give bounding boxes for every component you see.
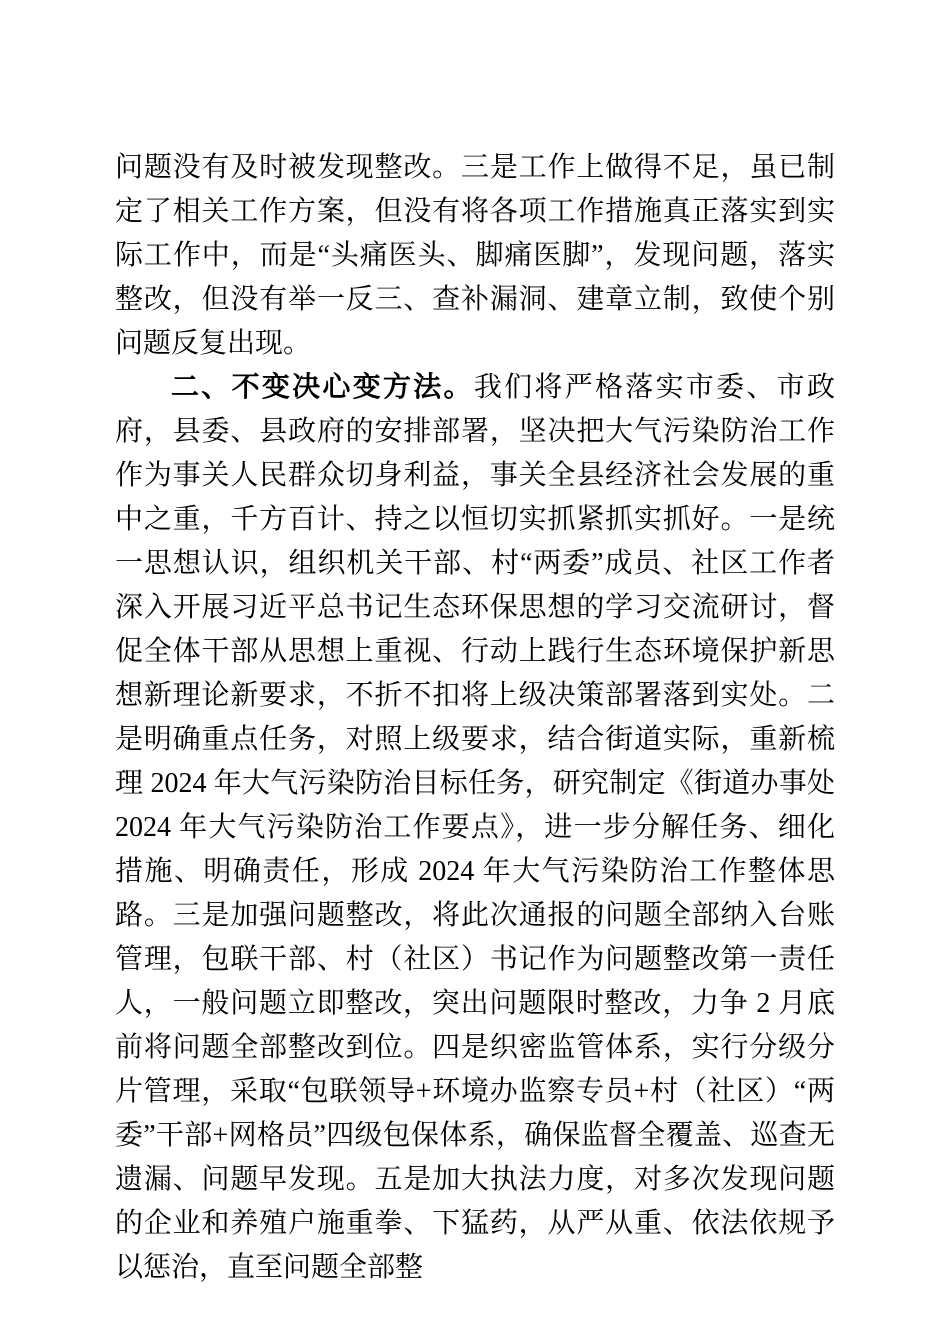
document-body: [115, 146, 835, 1290]
paragraph-section-two: [115, 366, 835, 1290]
paragraph-text-run: 我们将严格落实市委、市政府，县委、县政府的安排部署，坚决把大气污染防治工作作为事关人民群众切身利益，事关全县经济社会发展的重中之重，千方百计、持之以恒切实抓紧抓实抓好。一是统一思想认识，组织机关干部、村“两委”成员、社区工作者深入开展习近平总书记生态环保思想的学习交流研讨，督促全体干部从思想上重视、行动上践行生态环境保护新思想新理论新要求，不折不扣将上级决策部署落到实处。二是明确重点任务，对照上级要求，结合街道实际，重新梳理 2024 年大气污染防治目标任务，研究制定《街道办事处 2024 年大气污染防治工作要点》，进一步分解任务、细化措施、明确责任，形成 2024 年大气污染防治工作整体思路。三是加强问题整改，将此次通报的问题全部纳入台账管理，包联干部、村（社区）书记作为问题整改第一责任人，一般问题立即整改，突出问题限时整改，力争 2 月底前将问题全部整改到位。四是织密监管体系，实行分级分片管理，采取“包联领导+环境办监察专员+村（社区）“两委”干部+网格员”四级包保体系，确保监督全覆盖、巡查无遗漏、问题早发现。五是加大执法力度，对多次发现问题的企业和养殖户施重拳、下猛药，从严从重、依法依规予以惩治，直至问题全部整: [115, 372, 835, 1283]
paragraph-continuation: [115, 146, 835, 366]
paragraph-heading-run: 二、不变决心变方法。: [171, 372, 474, 403]
paragraph-text-run: 问题没有及时被发现整改。三是工作上做得不足，虽已制定了相关工作方案，但没有将各项工作措施真正落实到实际工作中，而是“头痛医头、脚痛医脚”，发现问题，落实整改，但没有举一反三、查补漏洞、建章立制，致使个别问题反复出现。: [115, 152, 835, 359]
